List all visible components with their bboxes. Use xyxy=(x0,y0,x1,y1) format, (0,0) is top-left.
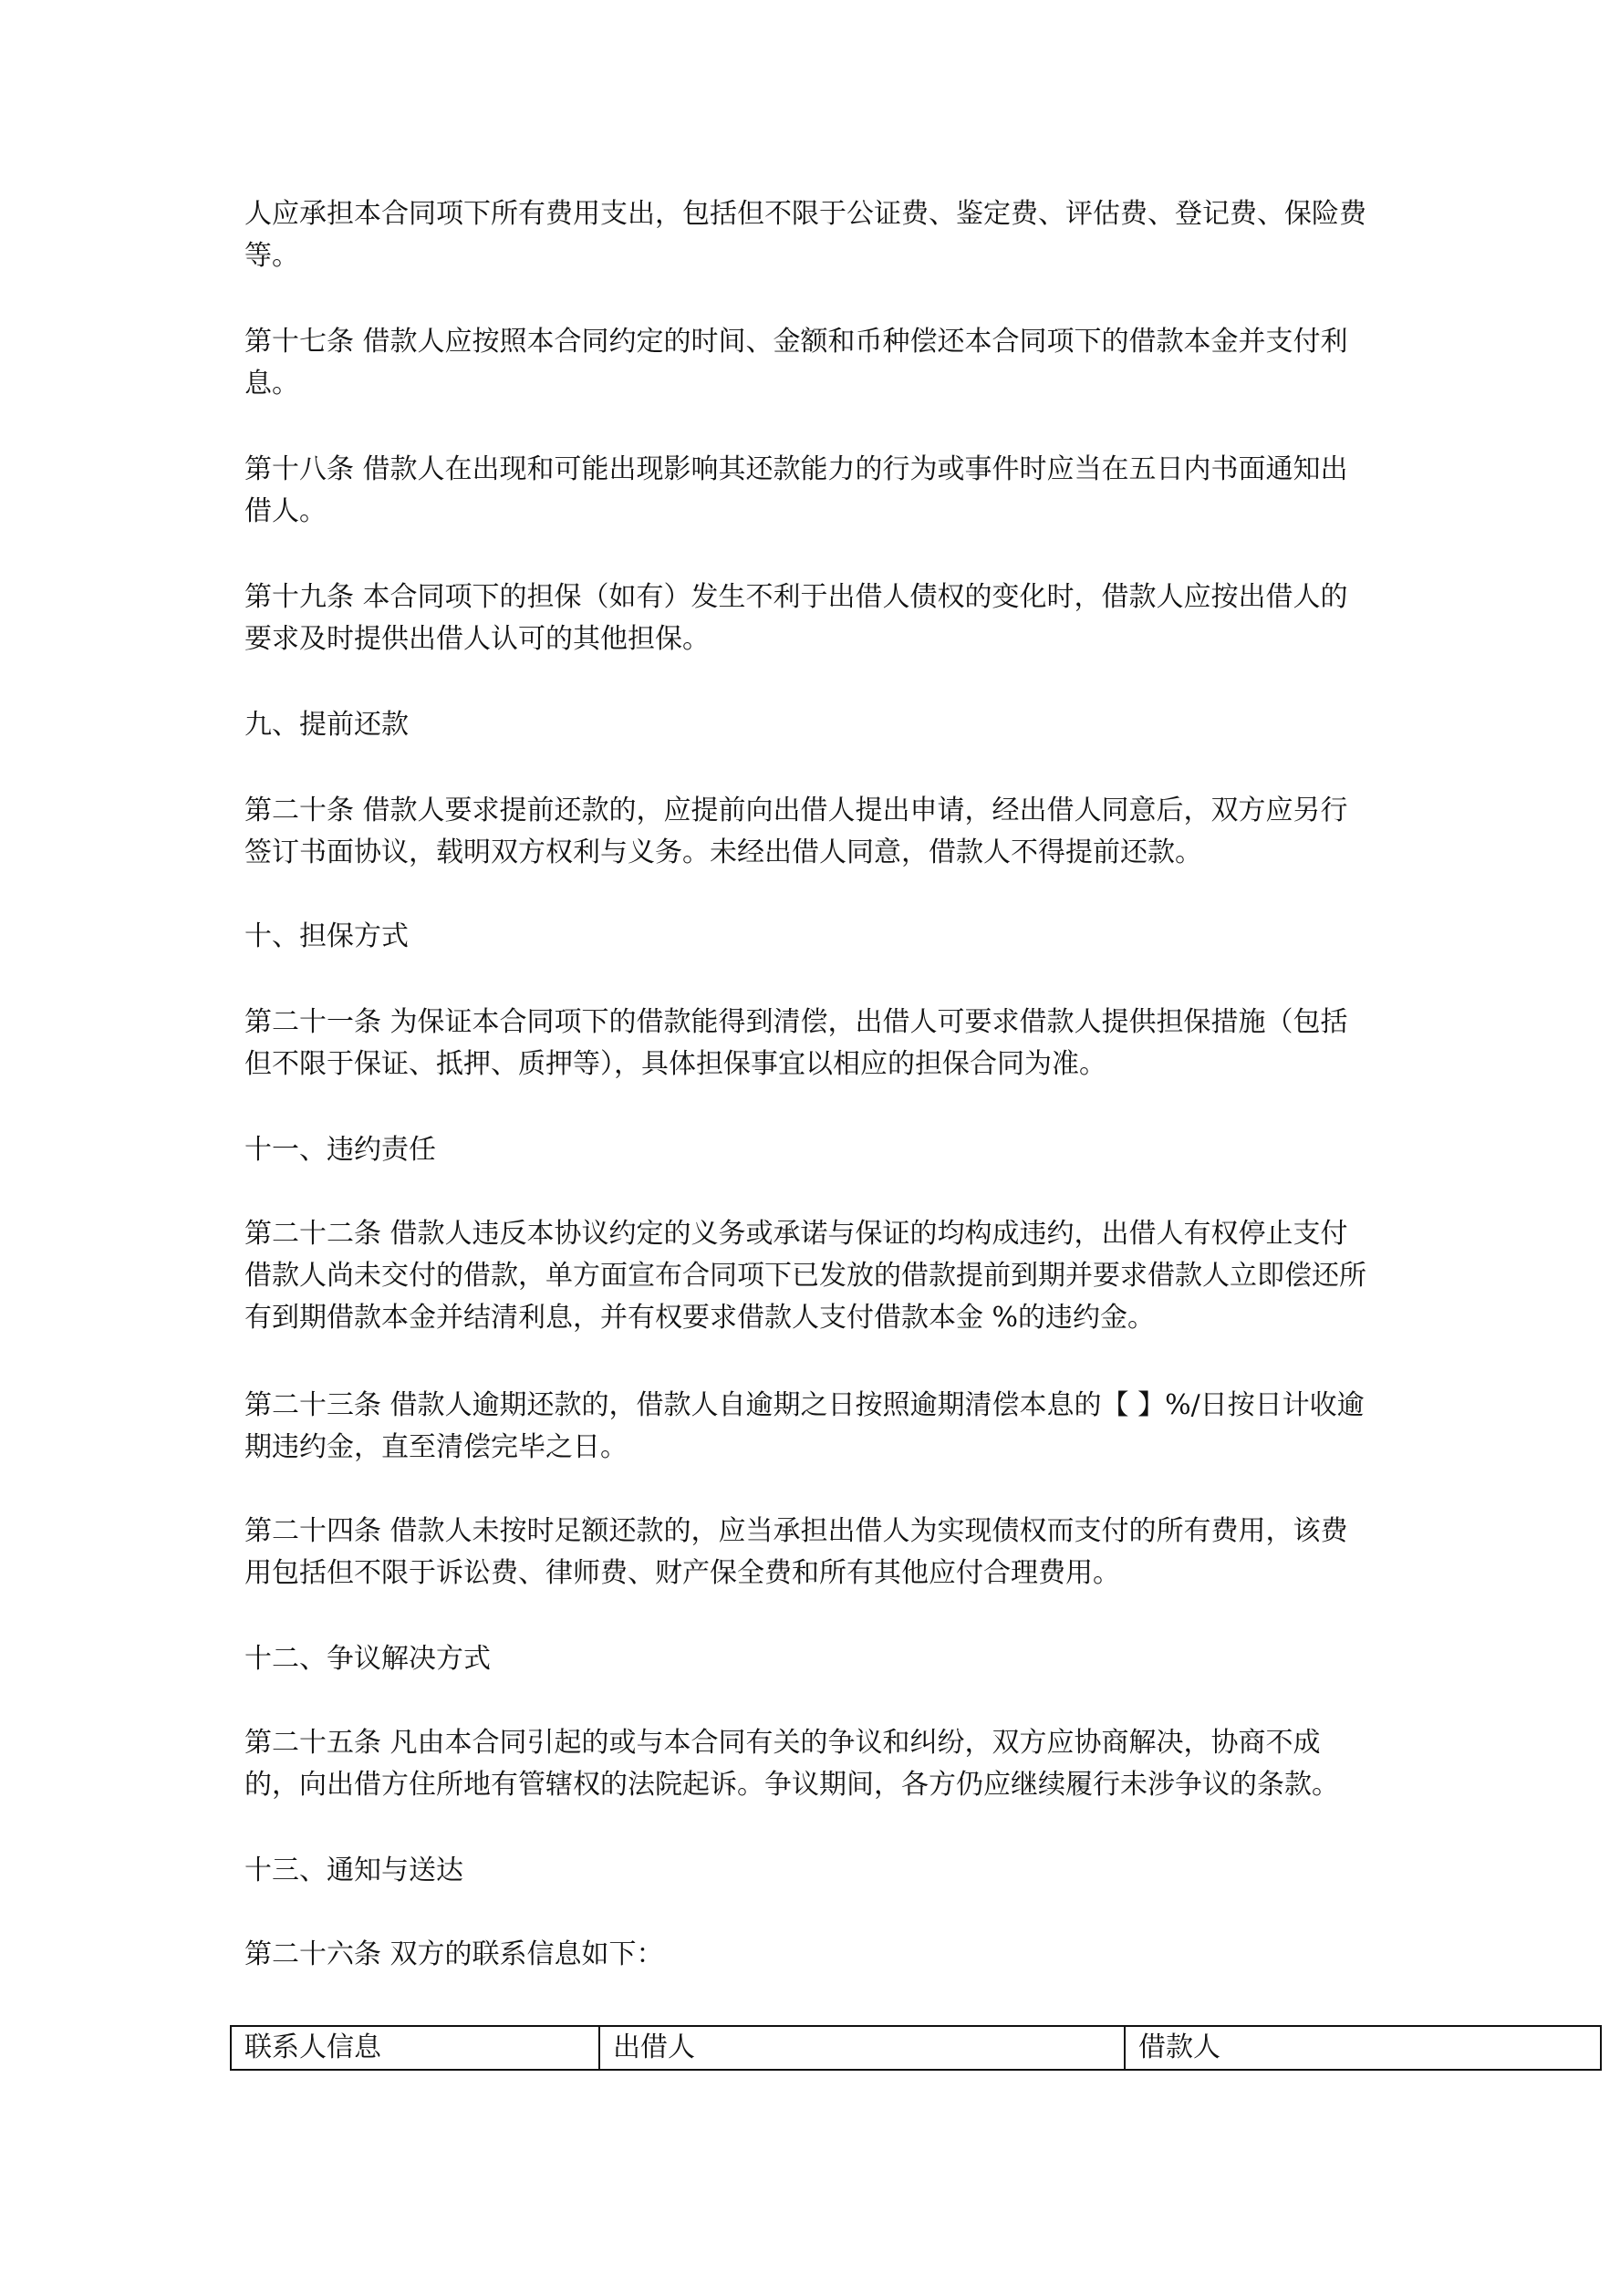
clause-25: 第二十五条 凡由本合同引起的或与本合同有关的争议和纠纷，双方应协商解决，协商不成的，向出借方住所地有管辖权的法院起诉。争议期间，各方仍应继续履行未涉争议的条款。 xyxy=(244,1727,1339,1801)
clause-24: 第二十四条 借款人未按时足额还款的，应当承担出借人为实现债权而支付的所有费用，该费用包括但不限于诉讼费、律师费、财产保全费和所有其他应付合理费用。 xyxy=(244,1515,1348,1589)
clause-26: 第二十六条 双方的联系信息如下： xyxy=(244,1938,664,1970)
clause-21: 第二十一条 为保证本合同项下的借款能得到清偿，出借人可要求借款人提供担保措施（包括但不限于保证、抵押、质押等），具体担保事宜以相应的担保合同为准。 xyxy=(244,1006,1348,1080)
table-header-cell-lender: 出借人 xyxy=(599,2026,1125,2070)
table-header-cell-borrower: 借款人 xyxy=(1125,2026,1601,2070)
section-heading-12: 十二、争议解决方式 xyxy=(244,1643,491,1675)
table-header-cell-contact: 联系人信息 xyxy=(231,2026,599,2070)
section-heading-13: 十三、通知与送达 xyxy=(244,1854,463,1886)
table-header-row xyxy=(231,2026,1601,2070)
contact-info-table xyxy=(230,2025,1602,2071)
clause-22: 第二十二条 借款人违反本协议约定的义务或承诺与保证的均构成违约，出借人有权停止支付借款人尚未交付的借款，单方面宣布合同项下已发放的借款提前到期并要求借款人立即偿还所有到期借款本金并结清利息，并有权要求借款人支付借款本金 %的违约金。 xyxy=(244,1218,1366,1334)
paragraph-fees: 人应承担本合同项下所有费用支出，包括但不限于公证费、鉴定费、评估费、登记费、保险费等。 xyxy=(244,198,1366,272)
clause-19: 第十九条 本合同项下的担保（如有）发生不利于出借人债权的变化时，借款人应按出借人的要求及时提供出借人认可的其他担保。 xyxy=(244,581,1348,655)
section-heading-9: 九、提前还款 xyxy=(244,709,409,741)
clause-17: 第十七条 借款人应按照本合同约定的时间、金额和币种偿还本合同项下的借款本金并支付利息。 xyxy=(244,326,1348,400)
section-heading-10: 十、担保方式 xyxy=(244,920,409,952)
clause-18: 第十八条 借款人在出现和可能出现影响其还款能力的行为或事件时应当在五日内书面通知出借人。 xyxy=(244,453,1348,527)
clause-20: 第二十条 借款人要求提前还款的，应提前向出借人提出申请，经出借人同意后，双方应另行签订书面协议，载明双方权利与义务。未经出借人同意，借款人不得提前还款。 xyxy=(244,795,1348,868)
clause-23: 第二十三条 借款人逾期还款的，借款人自逾期之日按照逾期清偿本息的【 】%/日按日计收逾期违约金，直至清偿完毕之日。 xyxy=(244,1389,1365,1463)
section-heading-11: 十一、违约责任 xyxy=(244,1134,436,1166)
